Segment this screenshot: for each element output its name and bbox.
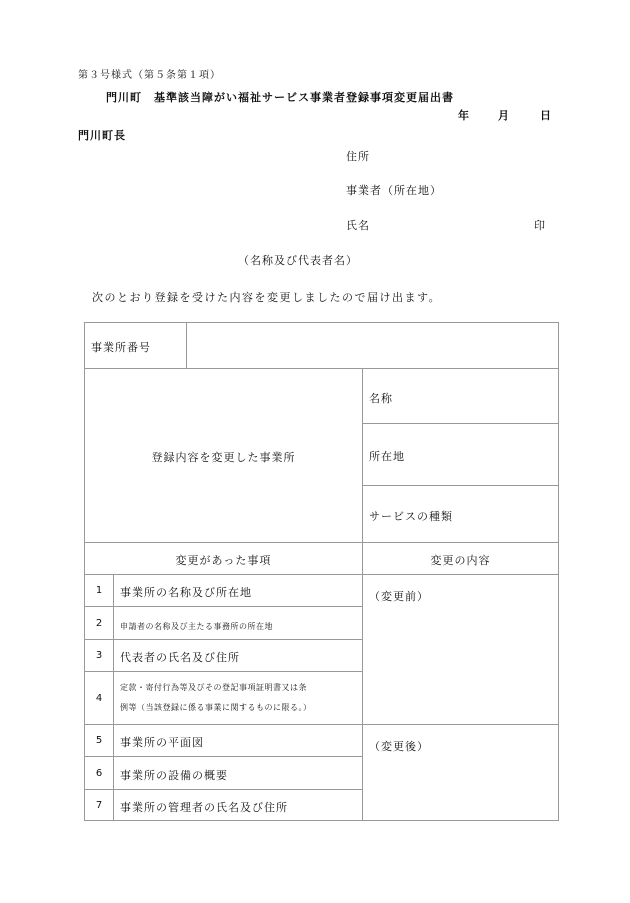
addressee: 門川町長 — [78, 129, 126, 142]
changed-office-label-cell — [85, 369, 363, 543]
item-text-cell — [114, 757, 363, 790]
item-text-cell — [114, 672, 363, 725]
form-number: 第３号様式（第５条第１項） — [78, 70, 221, 81]
item-text-cell — [114, 575, 363, 607]
item-number: 1 — [85, 575, 114, 607]
change-after-cell[interactable] — [363, 725, 559, 821]
item-number: 4 — [85, 672, 114, 725]
item-text: 事業所の名称及び所在地 — [120, 586, 252, 599]
document-title: 門川町 基準該当障がい福祉サービス事業者登録事項変更届出書 — [106, 91, 454, 104]
item-number: 7 — [85, 790, 114, 821]
office-field-service[interactable] — [363, 486, 559, 543]
office-field-label: 名称 — [369, 391, 393, 405]
item-number: 5 — [85, 725, 114, 757]
item-text: 申請者の名称及び主たる事務所の所在地 — [120, 621, 273, 631]
date-month: 月 — [498, 109, 510, 122]
item-text-continued: 例等（当該登録に係る事業に関するものに限る。） — [120, 703, 312, 712]
date-day: 日 — [540, 109, 552, 122]
change-before-label: （変更前） — [369, 590, 429, 603]
item-text: 事業所の設備の概要 — [120, 768, 228, 782]
change-after-label: （変更後） — [369, 740, 429, 753]
item-number: 6 — [85, 757, 114, 790]
statement: 次のとおり登録を受けた内容を変更しましたので届け出ます。 — [92, 291, 442, 304]
item-text: 定款・寄付行為等及びその登記事項証明書又は条 — [120, 683, 307, 692]
item-text: 事業所の管理者の氏名及び住所 — [120, 800, 288, 814]
registration-change-table — [84, 322, 559, 821]
date-year: 年 — [458, 109, 470, 122]
office-field-label: サービスの種類 — [369, 509, 453, 523]
item-number: 2 — [85, 607, 114, 640]
item-text-cell — [114, 640, 363, 672]
office-field-address[interactable] — [363, 424, 559, 486]
business-label: 事業者（所在地） — [346, 184, 442, 197]
office-number-label-cell — [85, 323, 187, 369]
item-text-cell — [114, 607, 363, 640]
change-before-cell[interactable] — [363, 575, 559, 725]
item-text: 事業所の平面図 — [120, 736, 204, 749]
changed-items-header-cell — [85, 543, 363, 575]
address-label: 住所 — [346, 150, 370, 163]
changed-items-header: 変更があった事項 — [175, 554, 272, 567]
office-number-label: 事業所番号 — [91, 341, 151, 354]
item-text-cell — [114, 725, 363, 757]
change-content-header-cell — [363, 543, 559, 575]
changed-office-label: 登録内容を変更した事業所 — [151, 451, 296, 464]
item-text: 代表者の氏名及び住所 — [120, 651, 240, 664]
representative-label: （名称及び代表者名） — [238, 254, 358, 267]
item-number: 3 — [85, 640, 114, 672]
item-text-cell — [114, 790, 363, 821]
office-field-label: 所在地 — [369, 450, 405, 463]
change-content-header: 変更の内容 — [430, 554, 491, 567]
name-label: 氏名 — [346, 219, 370, 232]
office-number-value-cell[interactable] — [187, 323, 559, 369]
office-field-name[interactable] — [363, 369, 559, 424]
seal-mark: 印 — [534, 219, 546, 232]
